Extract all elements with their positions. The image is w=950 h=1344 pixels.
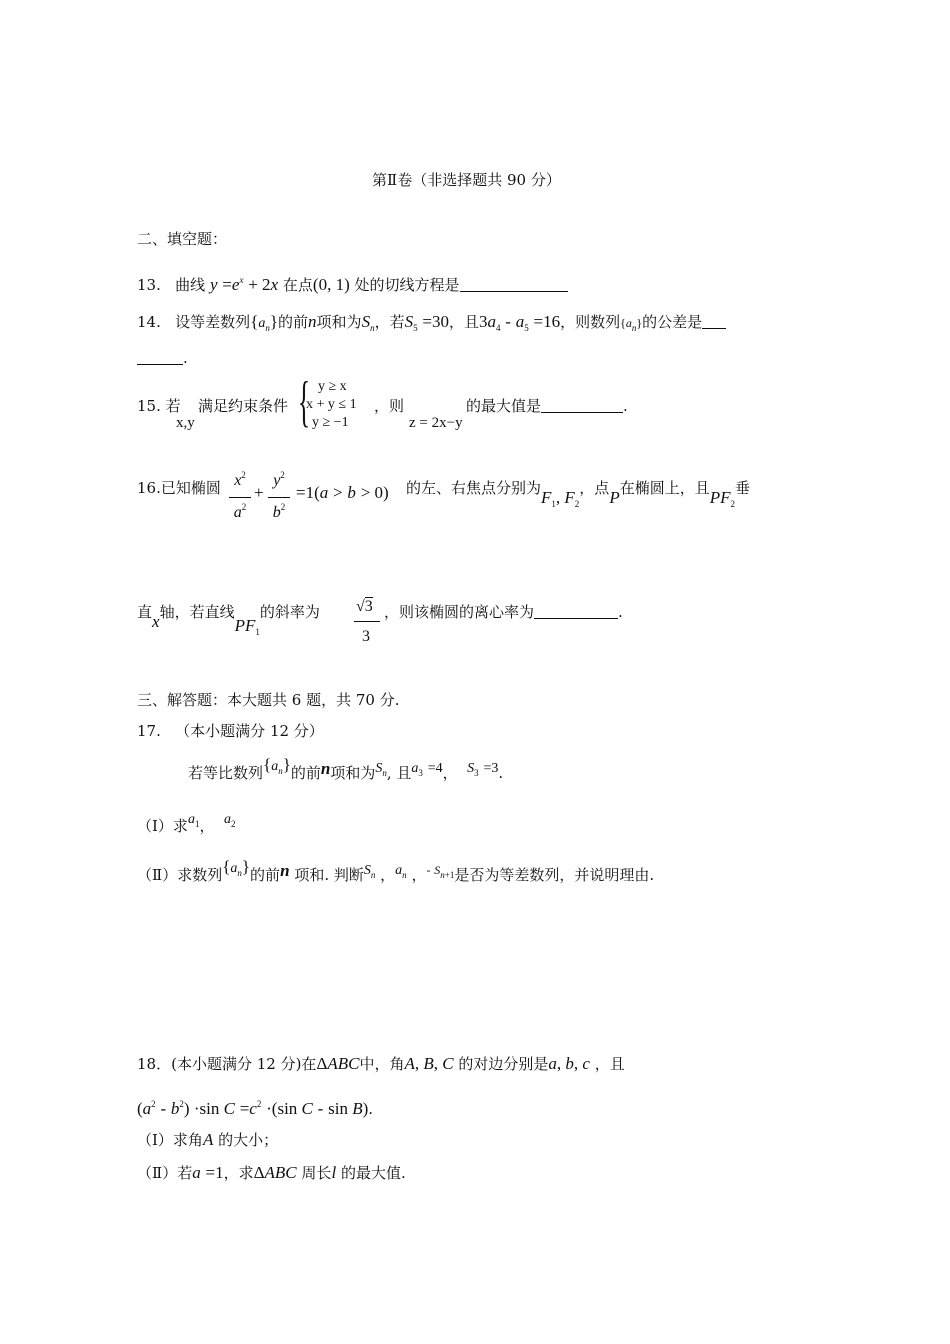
constraint-2: x + y ≤ 1 — [306, 397, 357, 412]
question-text: ，则 — [374, 397, 405, 415]
question-text: 曲线 — [175, 276, 206, 294]
fraction-bar — [229, 497, 251, 498]
question-text: 的对边分别是 — [458, 1055, 549, 1073]
denominator-3: 3 — [362, 628, 370, 645]
answer-blank — [541, 398, 623, 413]
question-text: 的公差是 — [642, 313, 703, 331]
question-text: 的前 — [290, 764, 321, 782]
question-16-text: 的左、右焦点分别为$F_1$, $F_2$，点P在椭圆上，且$PF_2$垂 — [406, 479, 751, 509]
question-text: 是否为等差数列，并说明理由. — [454, 866, 655, 884]
question-text: ， — [442, 764, 458, 782]
question-number: 18． — [137, 1055, 172, 1073]
question-18-part-1: （Ⅰ）求角A 的大小； — [137, 1130, 279, 1149]
question-text: 的左、右焦点分别为 — [406, 479, 542, 497]
question-text: 满足约束条件 — [198, 397, 289, 415]
ellipse-equation-tail: =1(a > b > 0) — [296, 483, 389, 502]
question-text: 的最大值是 — [466, 397, 542, 415]
question-text: 项和为 — [330, 764, 376, 782]
section-heading-solve: 三、解答题：本大题共 6 题，共 70 分. — [137, 691, 400, 709]
question-number: 14. — [137, 313, 161, 331]
question-text: . — [368, 1100, 374, 1118]
question-text: ，则数列 — [560, 313, 621, 331]
question-15-number: 15. 若 — [137, 397, 181, 415]
question-text: . — [498, 764, 504, 782]
score-note: （本小题满分 12 分） — [175, 722, 324, 740]
question-number: 13. — [137, 276, 161, 294]
question-14-continued — [137, 348, 188, 368]
left-brace: { — [298, 371, 311, 433]
question-text: 垂 — [735, 479, 751, 497]
question-text: 中，角 — [359, 1055, 405, 1073]
sqrt-3: √3 — [356, 598, 373, 615]
question-text: ，且 — [594, 1055, 625, 1073]
section-heading-fill-blank: 二、填空题： — [137, 230, 228, 248]
plus-sign: + — [254, 483, 264, 502]
question-text: 在 — [301, 1055, 317, 1073]
question-15-vars: x,y — [176, 415, 195, 431]
question-text: 若等比数列 — [188, 764, 264, 782]
question-13: 13. 曲线 $y =e^x + 2x$ 在点(0, 1) 处的切线方程是 — [137, 270, 568, 295]
question-17-header — [137, 721, 324, 741]
question-text: ，且 — [448, 313, 479, 331]
question-text: （Ⅰ）求 — [137, 817, 188, 835]
question-text: , 且 — [386, 764, 412, 782]
question-text: 项和为 — [316, 313, 362, 331]
answer-blank — [702, 314, 726, 329]
question-text: . — [623, 397, 628, 415]
question-text: 处的切线方程是 — [354, 276, 460, 294]
question-text: （Ⅱ）求数列 — [137, 866, 223, 884]
question-text: ，点 — [579, 479, 610, 497]
fraction-b2: $b^2$ — [272, 502, 286, 521]
question-text: 的斜率为 — [259, 603, 320, 621]
question-text: 周长 — [301, 1164, 332, 1182]
fraction-y2: $y^2$ — [273, 470, 285, 489]
constraint-1: y ≥ x — [318, 379, 347, 394]
question-text: ，求 — [223, 1164, 254, 1182]
answer-blank — [137, 350, 183, 365]
question-number: 17. — [137, 722, 161, 740]
fraction-bar — [268, 497, 290, 498]
question-18-part-2: （Ⅱ）若a =1，求ΔABC 周长l 的最大值. — [137, 1163, 406, 1182]
question-17-part-2: （Ⅱ）求数列$\{a_n\}$的前n 项和. 判断$S_n$ ，$a_n$ ，$^{- S_{n+1}}$是否为等差数列，并说明理由. — [137, 857, 655, 884]
question-17-part-1: （Ⅰ）求$a_1$， $a_2$ — [137, 812, 236, 835]
question-text: . — [183, 349, 188, 367]
question-18-equation: $(a^2 - b^2) \cdot\sin$ $C =c^2 \cdot(\sin$ C - sin B). — [137, 1099, 374, 1118]
page-title: 第Ⅱ卷（非选择题共 90 分） — [372, 171, 561, 189]
objective-function: z = 2x−y — [409, 415, 463, 431]
fraction-a2: $a^2$ — [233, 502, 247, 521]
question-text: 已知椭圆 — [160, 479, 221, 497]
question-text: 在点 — [282, 276, 313, 294]
score-note: (本小题满分 12 分) — [171, 1055, 302, 1073]
question-15-tail — [466, 396, 628, 416]
question-text: 的大小； — [218, 1131, 279, 1149]
question-17-stem: 若等比数列$\{a_n\}$的前n项和为$S_n$, 且$a_3 =4$， $S_3 =3$. — [188, 755, 504, 782]
question-16-continued: 直x轴，若直线$PF_1$的斜率为 — [137, 603, 320, 637]
question-text: 设等差数列 — [175, 313, 251, 331]
question-text: ， — [199, 817, 215, 835]
question-text: 的最大值. — [340, 1164, 406, 1182]
question-text: 的前 — [278, 313, 309, 331]
question-text: 在椭圆上，且 — [619, 479, 710, 497]
question-number: 16. — [137, 479, 161, 497]
question-text: 的前 — [250, 866, 281, 884]
fraction-bar — [354, 621, 380, 622]
question-text: ，若 — [374, 313, 405, 331]
question-text: （Ⅱ）若 — [137, 1164, 193, 1182]
fraction-x2: $x^2$ — [234, 470, 246, 489]
question-text: （Ⅰ）求角 — [137, 1131, 203, 1149]
question-16-tail — [384, 602, 623, 622]
answer-blank — [460, 277, 568, 292]
question-text: 项和. 判断 — [294, 866, 364, 884]
question-text: . — [618, 603, 623, 621]
question-text: ，则该椭圆的离心率为 — [384, 603, 535, 621]
question-text: ， — [380, 866, 396, 884]
answer-blank — [534, 604, 618, 619]
constraint-3: y ≥ −1 — [312, 415, 349, 430]
question-text: ， — [411, 866, 427, 884]
question-14: 14. 设等差数列$\{a_n\}$的前n项和为$S_n$，若$S_5 =30$，且$3a_4 - a_5 =16$，则数列$\{a_n\}$的公差是 — [137, 312, 726, 338]
question-18-stem: 18．(本小题满分 12 分)在ΔABC中，角A, B, C 的对边分别是a, b, c ，且 — [137, 1054, 625, 1073]
question-text: 轴，若直线 — [159, 603, 235, 621]
question-16-lead — [137, 478, 221, 498]
question-text: 直 — [137, 603, 153, 621]
